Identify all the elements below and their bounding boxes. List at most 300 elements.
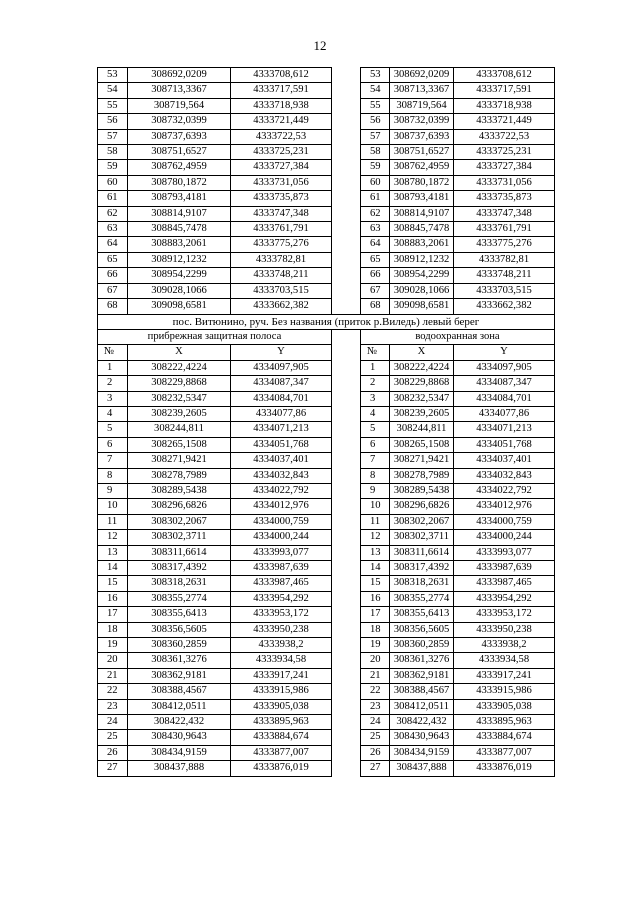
column-gap [332,715,361,730]
right-y-coordinate: 4333747,348 [454,206,555,221]
right-x-coordinate: 308317,4392 [390,561,454,576]
bottom-block [98,360,555,776]
column-gap [332,175,361,190]
left-x-coordinate: 308793,4181 [128,191,231,206]
right-x-coordinate: 308780,1872 [390,175,454,190]
left-y-coordinate: 4333938,2 [231,638,332,653]
table-row [98,483,555,498]
left-point-number: 16 [98,591,128,606]
right-header-number: № [361,345,390,360]
table-row [98,406,555,421]
table-row [98,376,555,391]
column-gap [332,607,361,622]
left-point-number: 15 [98,576,128,591]
left-point-number: 4 [98,406,128,421]
left-y-coordinate: 4333761,791 [231,222,332,237]
column-gap [332,268,361,283]
right-point-number: 13 [361,545,390,560]
left-point-number: 10 [98,499,128,514]
left-point-number: 54 [98,83,128,98]
left-point-number: 67 [98,283,128,298]
left-y-coordinate: 4333718,938 [231,98,332,113]
column-gap [332,345,361,360]
table-row [98,499,555,514]
right-y-coordinate: 4333877,007 [454,745,555,760]
table-row [98,391,555,406]
table-row [98,237,555,252]
right-point-number: 22 [361,684,390,699]
right-header-y: Y [454,345,555,360]
left-x-coordinate: 308437,888 [128,761,231,776]
left-x-coordinate: 308737,6393 [128,129,231,144]
left-x-coordinate: 308361,3276 [128,653,231,668]
left-x-coordinate: 308222,4224 [128,360,231,375]
right-y-coordinate: 4333725,231 [454,145,555,160]
left-point-number: 59 [98,160,128,175]
left-y-coordinate: 4333725,231 [231,145,332,160]
left-point-number: 27 [98,761,128,776]
right-x-coordinate: 308430,9643 [390,730,454,745]
right-x-coordinate: 308302,3711 [390,530,454,545]
table-row [98,622,555,637]
right-point-number: 4 [361,406,390,421]
right-x-coordinate: 308265,1508 [390,437,454,452]
table-row [98,530,555,545]
right-point-number: 12 [361,530,390,545]
right-zone-heading: водоохранная зона [361,329,555,344]
left-x-coordinate: 308318,2631 [128,576,231,591]
zone-heading-row [98,329,555,344]
right-point-number: 27 [361,761,390,776]
column-gap [332,638,361,653]
right-point-number: 57 [361,129,390,144]
left-y-coordinate: 4333934,58 [231,653,332,668]
right-x-coordinate: 308388,4567 [390,684,454,699]
right-y-coordinate: 4333895,963 [454,715,555,730]
right-y-coordinate: 4333884,674 [454,730,555,745]
left-y-coordinate: 4333953,172 [231,607,332,622]
left-x-coordinate: 308356,5605 [128,622,231,637]
left-x-coordinate: 308317,4392 [128,561,231,576]
right-x-coordinate: 308318,2631 [390,576,454,591]
right-y-coordinate: 4334012,976 [454,499,555,514]
left-point-number: 24 [98,715,128,730]
left-x-coordinate: 308355,2774 [128,591,231,606]
section-title-row [98,314,555,329]
left-point-number: 26 [98,745,128,760]
column-gap [332,98,361,113]
right-y-coordinate: 4334051,768 [454,437,555,452]
right-y-coordinate: 4333662,382 [454,299,555,314]
left-x-coordinate: 308229,8868 [128,376,231,391]
right-x-coordinate: 308793,4181 [390,191,454,206]
column-gap [332,653,361,668]
table-row [98,514,555,529]
right-y-coordinate: 4333717,591 [454,83,555,98]
right-point-number: 21 [361,668,390,683]
table-row [98,68,555,83]
table-row [98,437,555,452]
column-gap [332,145,361,160]
left-point-number: 13 [98,545,128,560]
column-gap [332,668,361,683]
left-point-number: 22 [98,684,128,699]
table-row [98,360,555,375]
left-point-number: 68 [98,299,128,314]
left-y-coordinate: 4333954,292 [231,591,332,606]
left-y-coordinate: 4333877,007 [231,745,332,760]
column-gap [332,622,361,637]
left-y-coordinate: 4333915,986 [231,684,332,699]
right-x-coordinate: 308362,9181 [390,668,454,683]
table-row [98,668,555,683]
left-point-number: 1 [98,360,128,375]
left-y-coordinate: 4333782,81 [231,252,332,267]
table-row [98,160,555,175]
column-gap [332,222,361,237]
right-point-number: 1 [361,360,390,375]
left-point-number: 14 [98,561,128,576]
right-point-number: 6 [361,437,390,452]
right-point-number: 23 [361,699,390,714]
left-x-coordinate: 308278,7989 [128,468,231,483]
right-point-number: 55 [361,98,390,113]
left-x-coordinate: 308430,9643 [128,730,231,745]
column-gap [332,68,361,83]
column-gap [332,499,361,514]
right-point-number: 9 [361,483,390,498]
left-x-coordinate: 308751,6527 [128,145,231,160]
table-row [98,699,555,714]
column-gap [332,483,361,498]
column-gap [332,237,361,252]
table-row [98,607,555,622]
right-y-coordinate: 4334097,905 [454,360,555,375]
left-point-number: 2 [98,376,128,391]
table-row [98,638,555,653]
left-x-coordinate: 308362,9181 [128,668,231,683]
right-y-coordinate: 4333934,58 [454,653,555,668]
left-point-number: 61 [98,191,128,206]
left-x-coordinate: 308692,0209 [128,68,231,83]
table-row [98,114,555,129]
left-y-coordinate: 4333727,384 [231,160,332,175]
left-point-number: 11 [98,514,128,529]
left-y-coordinate: 4334022,792 [231,483,332,498]
right-y-coordinate: 4334077,86 [454,406,555,421]
right-x-coordinate: 308271,9421 [390,453,454,468]
left-point-number: 62 [98,206,128,221]
right-x-coordinate: 308719,564 [390,98,454,113]
left-x-coordinate: 309098,6581 [128,299,231,314]
left-y-coordinate: 4333895,963 [231,715,332,730]
table-row [98,684,555,699]
left-point-number: 60 [98,175,128,190]
column-gap [332,406,361,421]
right-x-coordinate: 309028,1066 [390,283,454,298]
right-point-number: 61 [361,191,390,206]
column-gap [332,437,361,452]
table-row [98,576,555,591]
table-row [98,283,555,298]
right-x-coordinate: 308912,1232 [390,252,454,267]
left-x-coordinate: 308412,0511 [128,699,231,714]
right-point-number: 17 [361,607,390,622]
left-y-coordinate: 4333717,591 [231,83,332,98]
left-x-coordinate: 308302,2067 [128,514,231,529]
right-x-coordinate: 308713,3367 [390,83,454,98]
right-x-coordinate: 308360,2859 [390,638,454,653]
right-point-number: 15 [361,576,390,591]
left-y-coordinate: 4333884,674 [231,730,332,745]
column-gap [332,191,361,206]
left-y-coordinate: 4334077,86 [231,406,332,421]
left-y-coordinate: 4333917,241 [231,668,332,683]
right-x-coordinate: 308302,2067 [390,514,454,529]
right-y-coordinate: 4333950,238 [454,622,555,637]
column-gap [332,745,361,760]
column-gap [332,376,361,391]
table-row [98,730,555,745]
column-gap [332,514,361,529]
column-gap [332,561,361,576]
right-x-coordinate: 308692,0209 [390,68,454,83]
right-y-coordinate: 4333953,172 [454,607,555,622]
right-point-number: 56 [361,114,390,129]
coordinates-table [97,67,555,777]
left-y-coordinate: 4334087,347 [231,376,332,391]
left-x-coordinate: 308762,4959 [128,160,231,175]
right-y-coordinate: 4334032,843 [454,468,555,483]
left-x-coordinate: 308845,7478 [128,222,231,237]
left-y-coordinate: 4334071,213 [231,422,332,437]
left-point-number: 6 [98,437,128,452]
right-x-coordinate: 308244,811 [390,422,454,437]
left-y-coordinate: 4333722,53 [231,129,332,144]
table-row [98,222,555,237]
right-y-coordinate: 4334084,701 [454,391,555,406]
right-x-coordinate: 308278,7989 [390,468,454,483]
column-gap [332,468,361,483]
right-y-coordinate: 4333917,241 [454,668,555,683]
right-y-coordinate: 4333731,056 [454,175,555,190]
left-y-coordinate: 4333993,077 [231,545,332,560]
left-point-number: 7 [98,453,128,468]
left-point-number: 12 [98,530,128,545]
right-y-coordinate: 4333876,019 [454,761,555,776]
left-point-number: 17 [98,607,128,622]
column-gap [332,761,361,776]
left-y-coordinate: 4334000,759 [231,514,332,529]
column-header-row [98,345,555,360]
left-y-coordinate: 4333775,276 [231,237,332,252]
left-x-coordinate: 308732,0399 [128,114,231,129]
table-row [98,653,555,668]
column-gap [332,422,361,437]
right-y-coordinate: 4334087,347 [454,376,555,391]
right-y-coordinate: 4333703,515 [454,283,555,298]
left-x-coordinate: 308883,2061 [128,237,231,252]
right-y-coordinate: 4333721,449 [454,114,555,129]
right-y-coordinate: 4334000,759 [454,514,555,529]
right-y-coordinate: 4333993,077 [454,545,555,560]
left-point-number: 25 [98,730,128,745]
right-y-coordinate: 4333775,276 [454,237,555,252]
left-point-number: 18 [98,622,128,637]
column-gap [332,453,361,468]
left-point-number: 23 [98,699,128,714]
right-x-coordinate: 308239,2605 [390,406,454,421]
left-x-coordinate: 308289,5438 [128,483,231,498]
left-point-number: 9 [98,483,128,498]
right-y-coordinate: 4333938,2 [454,638,555,653]
table-row [98,191,555,206]
left-y-coordinate: 4334051,768 [231,437,332,452]
right-y-coordinate: 4333905,038 [454,699,555,714]
right-point-number: 20 [361,653,390,668]
column-gap [332,160,361,175]
right-x-coordinate: 308311,6614 [390,545,454,560]
left-point-number: 66 [98,268,128,283]
left-x-coordinate: 308912,1232 [128,252,231,267]
right-point-number: 68 [361,299,390,314]
table-row [98,252,555,267]
column-gap [332,576,361,591]
right-x-coordinate: 308355,2774 [390,591,454,606]
right-x-coordinate: 308232,5347 [390,391,454,406]
right-y-coordinate: 4333708,612 [454,68,555,83]
right-x-coordinate: 308361,3276 [390,653,454,668]
right-x-coordinate: 308356,5605 [390,622,454,637]
right-x-coordinate: 308434,9159 [390,745,454,760]
left-y-coordinate: 4333748,211 [231,268,332,283]
right-y-coordinate: 4333748,211 [454,268,555,283]
right-point-number: 59 [361,160,390,175]
right-y-coordinate: 4333727,384 [454,160,555,175]
left-x-coordinate: 308302,3711 [128,530,231,545]
left-header-y: Y [231,345,332,360]
table-row [98,591,555,606]
left-y-coordinate: 4334000,244 [231,530,332,545]
right-point-number: 60 [361,175,390,190]
right-x-coordinate: 308412,0511 [390,699,454,714]
left-header-x: X [128,345,231,360]
right-x-coordinate: 308737,6393 [390,129,454,144]
left-y-coordinate: 4333708,612 [231,68,332,83]
table-row [98,715,555,730]
left-y-coordinate: 4333876,019 [231,761,332,776]
left-x-coordinate: 309028,1066 [128,283,231,298]
left-y-coordinate: 4333703,515 [231,283,332,298]
right-y-coordinate: 4333718,938 [454,98,555,113]
left-x-coordinate: 308296,6826 [128,499,231,514]
right-point-number: 10 [361,499,390,514]
left-y-coordinate: 4334037,401 [231,453,332,468]
right-point-number: 24 [361,715,390,730]
column-gap [332,545,361,560]
column-gap [332,206,361,221]
table-row [98,145,555,160]
right-point-number: 65 [361,252,390,267]
right-x-coordinate: 308814,9107 [390,206,454,221]
left-header-number: № [98,345,128,360]
left-x-coordinate: 308271,9421 [128,453,231,468]
right-point-number: 64 [361,237,390,252]
table-row [98,299,555,314]
left-point-number: 19 [98,638,128,653]
column-gap [332,391,361,406]
column-gap [332,530,361,545]
table-row [98,745,555,760]
right-point-number: 66 [361,268,390,283]
column-gap [332,283,361,298]
left-point-number: 63 [98,222,128,237]
left-point-number: 8 [98,468,128,483]
right-point-number: 8 [361,468,390,483]
left-point-number: 58 [98,145,128,160]
table-row [98,175,555,190]
table-row [98,129,555,144]
left-x-coordinate: 308780,1872 [128,175,231,190]
right-point-number: 62 [361,206,390,221]
column-gap [332,299,361,314]
right-x-coordinate: 309098,6581 [390,299,454,314]
right-point-number: 19 [361,638,390,653]
left-y-coordinate: 4334097,905 [231,360,332,375]
left-x-coordinate: 308814,9107 [128,206,231,221]
left-point-number: 21 [98,668,128,683]
right-header-x: X [390,345,454,360]
right-point-number: 54 [361,83,390,98]
right-point-number: 7 [361,453,390,468]
left-zone-heading: прибрежная защитная полоса [98,329,332,344]
left-x-coordinate: 308244,811 [128,422,231,437]
left-y-coordinate: 4333662,382 [231,299,332,314]
right-y-coordinate: 4334000,244 [454,530,555,545]
left-x-coordinate: 308954,2299 [128,268,231,283]
left-x-coordinate: 308360,2859 [128,638,231,653]
right-y-coordinate: 4333915,986 [454,684,555,699]
right-point-number: 63 [361,222,390,237]
left-y-coordinate: 4333731,056 [231,175,332,190]
column-gap [332,591,361,606]
left-point-number: 57 [98,129,128,144]
left-x-coordinate: 308388,4567 [128,684,231,699]
top-block [98,68,555,315]
right-x-coordinate: 308222,4224 [390,360,454,375]
right-point-number: 14 [361,561,390,576]
left-point-number: 53 [98,68,128,83]
section-title: пос. Витюнино, руч. Без названия (приток р.Виледь) левый берег [98,314,555,329]
right-x-coordinate: 308751,6527 [390,145,454,160]
column-gap [332,252,361,267]
column-gap [332,730,361,745]
left-point-number: 3 [98,391,128,406]
right-y-coordinate: 4333954,292 [454,591,555,606]
column-gap [332,83,361,98]
table-row [98,268,555,283]
right-point-number: 67 [361,283,390,298]
right-point-number: 3 [361,391,390,406]
left-x-coordinate: 308422,432 [128,715,231,730]
right-point-number: 25 [361,730,390,745]
right-x-coordinate: 308883,2061 [390,237,454,252]
left-point-number: 64 [98,237,128,252]
left-x-coordinate: 308232,5347 [128,391,231,406]
right-x-coordinate: 308762,4959 [390,160,454,175]
right-x-coordinate: 308289,5438 [390,483,454,498]
left-y-coordinate: 4334084,701 [231,391,332,406]
